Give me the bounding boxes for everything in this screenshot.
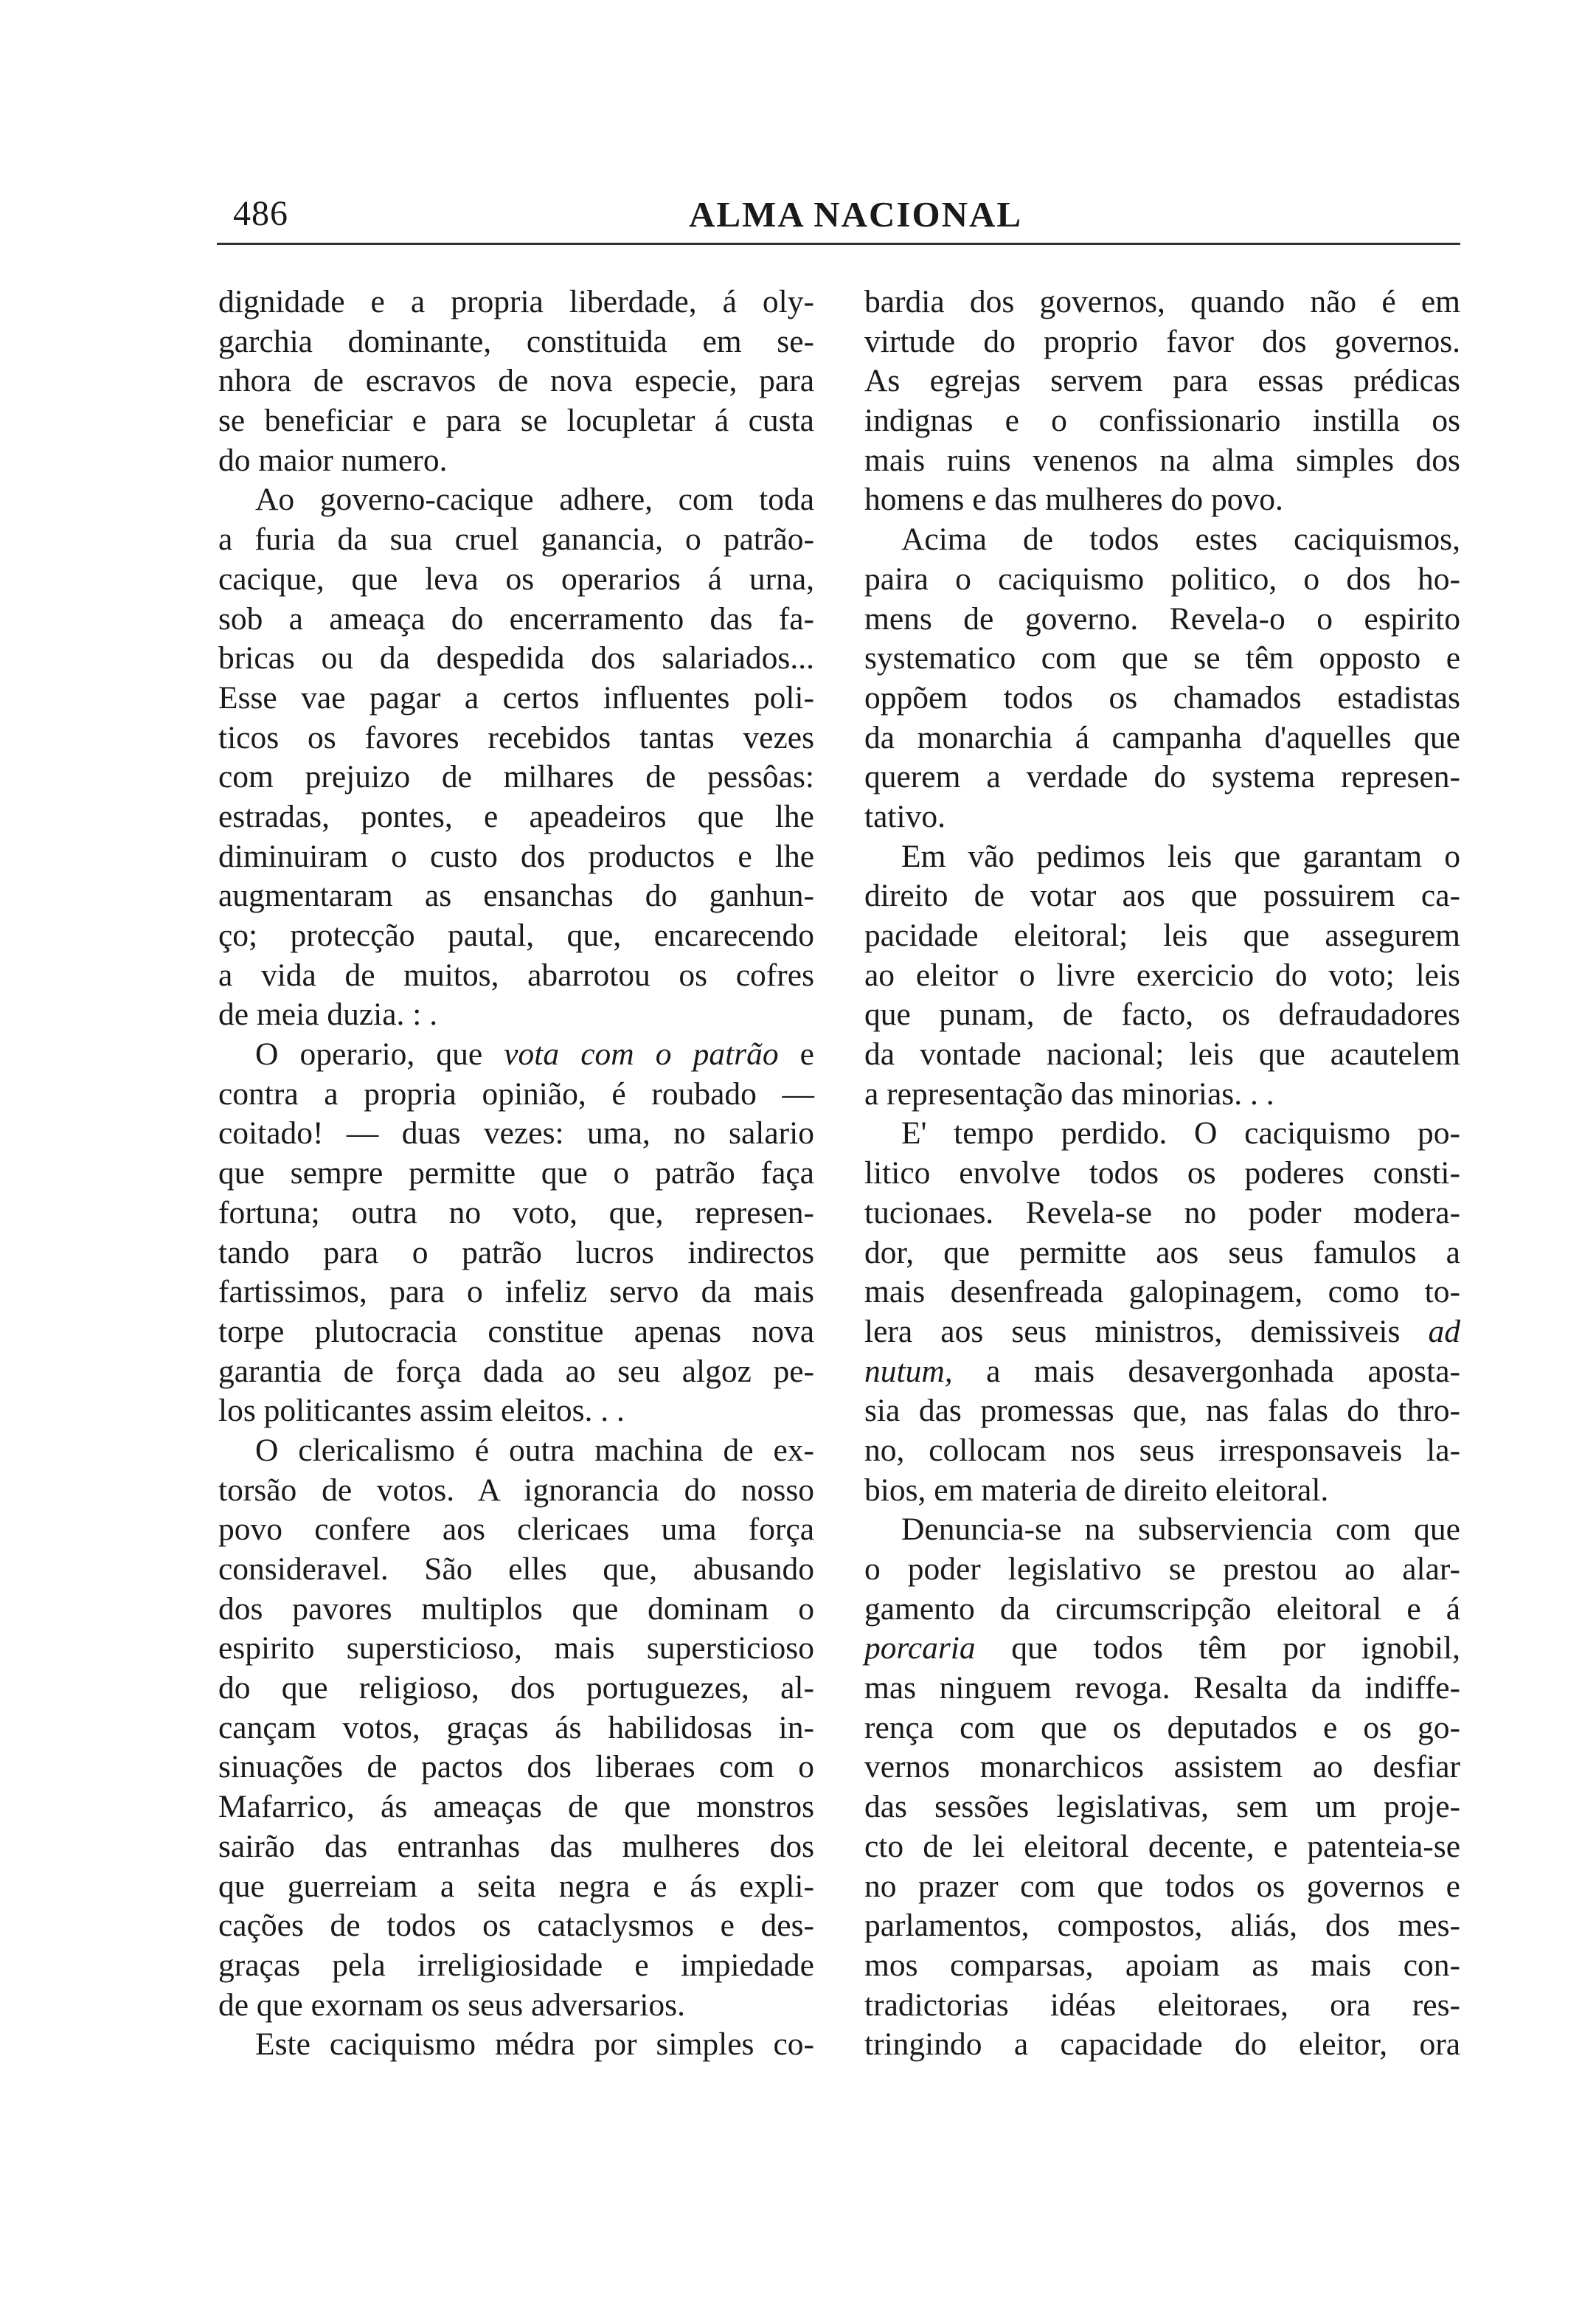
text-line: homens e das mulheres do povo. (864, 482, 1283, 518)
text-line: que sempre permitte que o patrão faça (218, 1155, 814, 1191)
text-line: Ao governo-cacique adhere, com toda (255, 482, 814, 518)
text-line: Mafarrico, ás ameaças de que monstros (218, 1789, 814, 1825)
text-line: ao eleitor o livre exercicio do voto; leis (864, 957, 1460, 993)
page-number: 486 (233, 194, 288, 233)
text-line: indignas e o confissionario instilla os (864, 403, 1460, 439)
text-line: mais ruins venenos na alma simples dos (864, 442, 1460, 478)
text-line: mais desenfreada galopinagem, como to- (864, 1274, 1460, 1310)
text-segment: a mais desavergonhada aposta- (952, 1353, 1460, 1389)
text-line: mens de governo. Revela-o o espirito (864, 600, 1460, 637)
text-line: ço; protecção pautal, que, encarecendo (218, 918, 814, 953)
text-line: cto de lei eleitoral decente, e patenteia-se (864, 1828, 1460, 1864)
header-rule (217, 243, 1460, 245)
text-line: a representação das minorias. . . (864, 1076, 1274, 1112)
right-column (864, 283, 1460, 2065)
text-line: tradictorias idéas eleitoraes, ora res- (864, 1987, 1460, 2023)
text-line: parlamentos, compostos, aliás, dos mes- (864, 1908, 1460, 1944)
text-line: mos comparsas, apoiam as mais con- (864, 1947, 1460, 1983)
text-line: gamento da circumscripção eleitoral e á (864, 1590, 1460, 1627)
text-line: dor, que permitte aos seus famulos a (864, 1234, 1460, 1270)
text-line: tucionaes. Revela-se no poder modera- (864, 1194, 1460, 1230)
text-line: no prazer com que todos os governos e (864, 1868, 1460, 1904)
text-line: de que exornam os seus adversarios. (218, 1987, 685, 2023)
text-line: a vida de muitos, abarrotou os cofres (218, 957, 814, 993)
text-line: com prejuizo de milhares de pessôas: (218, 759, 814, 795)
text-line: cações de todos os cataclysmos e des- (218, 1908, 814, 1944)
text-line: As egrejas servem para essas prédicas (864, 363, 1460, 399)
text-line: diminuiram o custo dos productos e lhe (218, 838, 814, 874)
text-line: dignidade e a propria liberdade, á oly- (218, 284, 814, 319)
text-line: que punam, de facto, os defraudadores (864, 997, 1460, 1033)
text-line: sairão das entranhas das mulheres dos (218, 1828, 814, 1864)
text-line: direito de votar aos que possuirem ca- (864, 878, 1460, 914)
text-line: dos pavores multiplos que dominam o (218, 1590, 814, 1627)
text-line: estradas, pontes, e apeadeiros que lhe (218, 798, 814, 834)
text-line (864, 1312, 1460, 1352)
text-line: augmentaram as ensanchas do ganhun- (218, 878, 814, 914)
text-line: los politicantes assim eleitos. . . (218, 1393, 625, 1429)
text-line: pacidade eleitoral; leis que assegurem (864, 918, 1460, 953)
text-segment: O operario, que (255, 1036, 504, 1073)
text-line: sob a ameaça do encerramento das fa- (218, 600, 814, 637)
text-line: nhora de escravos de nova especie, para (218, 363, 814, 399)
text-line: consideravel. São elles que, abusando (218, 1551, 814, 1587)
page-header (217, 190, 1460, 245)
text-line: sinuações de pactos dos liberaes com o (218, 1749, 814, 1785)
text-line: fartissimos, para o infeliz servo da mais (218, 1274, 814, 1310)
left-column (218, 283, 814, 2065)
text-line: tativo. (864, 798, 946, 834)
text-line: o poder legislativo se prestou ao alar- (864, 1551, 1460, 1587)
text-line: de meia duzia. : . (218, 997, 438, 1033)
text-line: O clericalismo é outra machina de ex- (255, 1432, 814, 1468)
text-line: Denuncia-se na subserviencia com que (901, 1512, 1460, 1548)
text-line: torpe plutocracia constitue apenas nova (218, 1313, 814, 1349)
text-segment: que todos têm por ignobil, (975, 1630, 1460, 1666)
text-line: fortuna; outra no voto, que, represen- (218, 1194, 814, 1230)
italic-phrase: ad (1428, 1313, 1460, 1349)
text-line: cacique, que leva os operarios á urna, (218, 561, 814, 597)
italic-phrase: porcaria (864, 1630, 976, 1666)
text-line: mas ninguem revoga. Resalta da indiffe- (864, 1670, 1460, 1706)
text-line: E' tempo perdido. O caciquismo po- (901, 1115, 1460, 1152)
text-line (218, 1035, 814, 1075)
text-line: bios, em materia de direito eleitoral. (864, 1472, 1329, 1508)
text-line: cançam votos, graças ás habilidosas in- (218, 1709, 814, 1745)
text-line: virtude do proprio favor dos governos. (864, 323, 1460, 359)
text-line: das sessões legislativas, sem um proje- (864, 1789, 1460, 1825)
text-line: graças pela irreligiosidade e impiedade (218, 1947, 814, 1983)
italic-phrase: nutum, (864, 1353, 953, 1389)
text-line: rença com que os deputados e os go- (864, 1709, 1460, 1745)
text-line: bricas ou da despedida dos salariados... (218, 640, 814, 676)
text-line (864, 1629, 1460, 1669)
text-line: do maior numero. (218, 442, 448, 478)
text-line: querem a verdade do systema represen- (864, 759, 1460, 795)
text-line: garchia dominante, constituida em se- (218, 323, 814, 359)
text-line (864, 1352, 1460, 1392)
text-line: vernos monarchicos assistem ao desfiar (864, 1749, 1460, 1785)
text-line: oppõem todos os chamados estadistas (864, 679, 1460, 716)
text-line: paira o caciquismo politico, o dos ho- (864, 561, 1460, 597)
text-line: da vontade nacional; leis que acautelem (864, 1036, 1460, 1073)
text-line: Em vão pedimos leis que garantam o (901, 838, 1460, 874)
text-line: coitado! — duas vezes: uma, no salario (218, 1115, 814, 1152)
text-line: a furia da sua cruel ganancia, o patrão- (218, 522, 814, 558)
text-line: tringindo a capacidade do eleitor, ora (864, 2026, 1460, 2063)
text-line: contra a propria opinião, é roubado — (218, 1076, 814, 1112)
text-line: Esse vae pagar a certos influentes poli- (218, 679, 814, 716)
text-line: torsão de votos. A ignorancia do nosso (218, 1472, 814, 1508)
text-line: bardia dos governos, quando não é em (864, 284, 1460, 319)
running-title: ALMA NACIONAL (689, 194, 1023, 235)
text-line: do que religioso, dos portuguezes, al- (218, 1670, 814, 1706)
text-line: Acima de todos estes caciquismos, (901, 522, 1460, 558)
text-line: garantia de força dada ao seu algoz pe- (218, 1353, 814, 1389)
text-line: ticos os favores recebidos tantas vezes (218, 719, 814, 755)
text-line: da monarchia á campanha d'aquelles que (864, 719, 1460, 755)
text-segment: e (778, 1036, 814, 1073)
text-line: Este caciquismo médra por simples co- (255, 2026, 814, 2063)
text-line: no, collocam nos seus irresponsaveis la- (864, 1432, 1460, 1468)
italic-phrase: vota com o patrão (504, 1036, 779, 1073)
text-line: se beneficiar e para se locupletar á custa (218, 403, 814, 439)
text-segment: lera aos seus ministros, demissiveis (864, 1313, 1429, 1349)
text-line: litico envolve todos os poderes consti- (864, 1155, 1460, 1191)
text-line: systematico com que se têm opposto e (864, 640, 1460, 676)
text-line: povo confere aos clericaes uma força (218, 1512, 814, 1548)
text-line: tando para o patrão lucros indirectos (218, 1234, 814, 1270)
text-line: espirito supersticioso, mais supersticioso (218, 1630, 814, 1666)
text-line: que guerreiam a seita negra e ás expli- (218, 1868, 814, 1904)
text-line: sia das promessas que, nas falas do thro- (864, 1393, 1460, 1429)
